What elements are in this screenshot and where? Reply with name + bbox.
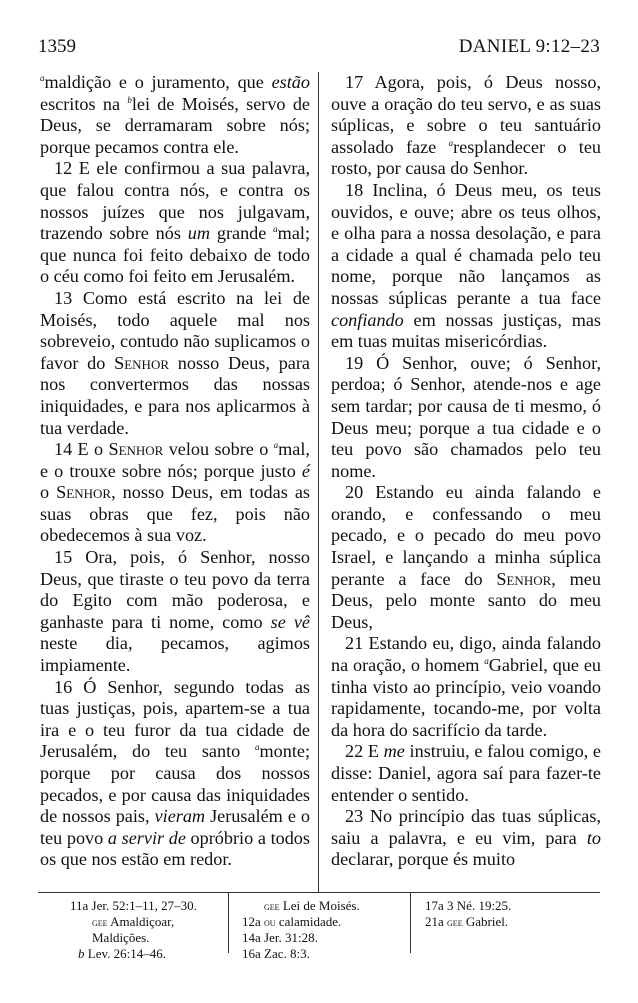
verse-11-continuation — [40, 72, 310, 158]
small-caps-text: Senhor — [496, 568, 552, 589]
text: resplandecer o teu rosto, por causa do Senhor. — [331, 136, 601, 179]
text: declarar, porque és muito — [331, 849, 516, 870]
footnote-entry[interactable] — [425, 898, 511, 914]
text: mal, e o trouxe sobre nós; porque justo — [40, 439, 310, 481]
verse-12 — [40, 158, 310, 288]
text: o — [40, 482, 57, 503]
text: 12 E ele confirmou a sua palavra, que falou contra nós, e contra os nossos juízes que nos julgavam, trazendo sobre nós — [40, 158, 310, 244]
footnote-marker[interactable]: a — [273, 224, 278, 235]
footnote-text: Lei de Moisés. — [282, 898, 360, 913]
text: , meu Deus, pelo monte santo do meu Deus, — [331, 568, 601, 632]
footnote-key: 21a — [425, 914, 444, 929]
footnotes-col-2 — [242, 898, 360, 962]
verse-23 — [331, 806, 601, 871]
verse-18 — [331, 180, 601, 353]
footnote-key: 16a — [242, 946, 261, 961]
verse-15 — [40, 547, 310, 677]
footnote-marker[interactable]: a — [448, 137, 454, 148]
footnote-entry[interactable] — [242, 946, 360, 962]
verse-22 — [331, 741, 601, 806]
text: 17 Agora, pois, ó Deus nosso, ouve a oração do teu servo, e as suas súplicas, e sobre o teu santuário assolado faze — [331, 72, 601, 157]
verse-13 — [40, 288, 310, 439]
text: Jerusalém e o teu povo — [40, 806, 310, 848]
footnotes-col-3 — [425, 898, 511, 930]
gee-label: gee — [92, 915, 108, 929]
footnote-text: Lev. 26:14–46. — [87, 946, 166, 961]
verse-19 — [331, 353, 601, 483]
footnote-text: calamidade. — [278, 914, 342, 929]
footnote-entry[interactable] — [70, 946, 197, 962]
footnote-text: Zac. 8:3. — [264, 946, 310, 961]
footnote-marker[interactable]: a — [484, 655, 489, 666]
italic-text: um — [187, 223, 211, 244]
page-number: 1359 — [38, 36, 76, 57]
text: opróbrio a todos os que nos estão em redor. — [40, 827, 310, 870]
text: grande — [210, 223, 274, 244]
footnotes-col-1 — [70, 898, 197, 962]
italic-text: a servir de — [107, 827, 186, 848]
text: 13 Como está escrito na lei de Moisés, todo aquele mal nos sobreveio, contudo não suplicamos o favor do — [40, 287, 310, 373]
footnote-text: Jer. 31:28. — [264, 930, 318, 945]
verse-14 — [40, 439, 310, 547]
small-caps-text: Senhor — [108, 439, 164, 460]
text: 23 No princípio das tuas súplicas, saiu a palavra, e eu vim, para — [331, 806, 601, 848]
ou-label: ou — [264, 915, 276, 929]
text: 16 Ó Senhor, segundo todas as tuas justiças, pois, apartem-se a tua ira e o teu furor da tua cidade de Jerusalém, do teu santo — [40, 676, 310, 762]
italic-text: confiando — [331, 309, 404, 330]
text: Gabriel, que eu tinha visto ao princípio, veio voando rapidamente, tocando-me, por volta da hora do sacrifício da tarde. — [331, 655, 601, 740]
page-header — [38, 6, 600, 57]
footnote-text: Jer. 52:1–11, 27–30. — [91, 898, 197, 913]
footnote-key: 14a — [242, 930, 261, 945]
text: lei de Moisés, servo de Deus, se derramaram sobre nós; porque pecamos contra ele. — [40, 93, 310, 157]
gee-label: gee — [447, 915, 463, 929]
text: 22 E — [345, 741, 384, 762]
footnote-text: Maldições. — [92, 930, 150, 945]
italic-text: se vê — [270, 611, 310, 632]
italic-text: é — [301, 460, 310, 481]
footnote-divider — [228, 893, 229, 953]
text: 21 Estando eu, digo, ainda falando na oração, o homem — [331, 633, 601, 676]
footnote-marker[interactable]: a — [254, 742, 260, 753]
footnote-entry[interactable] — [242, 914, 360, 930]
text: neste dia, pecamos, agimos impiamente. — [40, 633, 310, 676]
footnote-text: Amaldiçoar, — [110, 914, 175, 929]
footnote-text: Gabriel. — [465, 914, 509, 929]
column-divider — [318, 72, 319, 892]
chapter-reference: DANIEL 9:12–23 — [458, 36, 600, 57]
text: escritos na — [40, 93, 128, 114]
text: 20 Estando eu ainda falando e orando, e confessando o meu pecado, e o pecado do meu povo Israel, e lançando a minha súplica perante a face do — [331, 482, 601, 589]
footnote-marker[interactable]: b — [127, 94, 132, 105]
text: nosso Deus, para nos convertermos das nossas iniquidades, e para nos aplicarmos à tua verdade. — [40, 352, 310, 438]
footnote-entry — [70, 930, 197, 946]
right-column — [331, 72, 601, 871]
text: maldição e o juramento, que — [44, 72, 272, 92]
footnote-entry[interactable] — [425, 914, 511, 930]
text: , nosso Deus, em todas as suas obras que fez, pois não obedecemos à sua voz. — [40, 482, 311, 546]
text: monte; porque por causa dos nossos pecados, e por causa das iniquidades de nossos pais, — [40, 741, 310, 827]
footnote-entry[interactable] — [70, 914, 197, 930]
text: 19 Ó Senhor, ouve; ó Senhor, perdoa; ó Senhor, atende-nos e age sem tardar; por causa de ti mesmo, ó Deus meu; porque a tua cidade e o teu povo são chamados pelo teu nome. — [331, 352, 601, 481]
verse-17 — [331, 72, 601, 180]
italic-text: me — [383, 741, 405, 762]
footnote-rule — [38, 892, 600, 893]
footnote-key: b — [78, 946, 85, 961]
small-caps-text: Senhor — [114, 352, 170, 373]
text: em nossas justiças, mas em tuas muitas misericórdias. — [331, 309, 601, 352]
left-column — [40, 72, 310, 871]
italic-text: vieram — [154, 806, 206, 827]
footnote-divider — [410, 893, 411, 953]
italic-text: estão — [271, 72, 310, 92]
footnote-entry[interactable] — [70, 898, 197, 914]
footnote-key: 11a — [70, 898, 89, 913]
text: instruiu, e falou comigo, e disse: Daniel, agora saí para fazer-te entender o sentido. — [331, 741, 601, 805]
gee-label: gee — [264, 899, 280, 913]
verse-16 — [40, 677, 310, 871]
footnote-text: 3 Né. 19:25. — [447, 898, 512, 913]
text: mal; que nunca foi feito debaixo de todo o céu como foi feito em Jerusalém. — [40, 223, 310, 287]
footnote-marker[interactable]: a — [40, 72, 45, 83]
text: 18 Inclina, ó Deus meu, os teus ouvidos, e ouve; abre os teus olhos, e olha para a nossa desolação, e para a cidade a qual é chamada pelo teu nome, porque não lançamos as nossas súplicas perante a tua face — [331, 179, 601, 308]
footnote-key: 17a — [425, 898, 444, 913]
footnote-marker[interactable]: a — [273, 440, 279, 451]
small-caps-text: Senhor — [56, 482, 112, 503]
verse-20 — [331, 482, 601, 633]
footnote-key: 12a — [242, 914, 261, 929]
text: 14 E o — [54, 439, 109, 460]
text: 15 Ora, pois, ó Senhor, nosso Deus, que tiraste o teu povo da terra do Egito com mão poderosa, e ganhaste para ti nome, como — [40, 547, 310, 632]
footnote-entry[interactable] — [242, 930, 360, 946]
italic-text: to — [586, 827, 601, 848]
verse-21 — [331, 633, 601, 741]
footnote-entry[interactable] — [242, 898, 360, 914]
text: velou sobre o — [163, 439, 274, 460]
